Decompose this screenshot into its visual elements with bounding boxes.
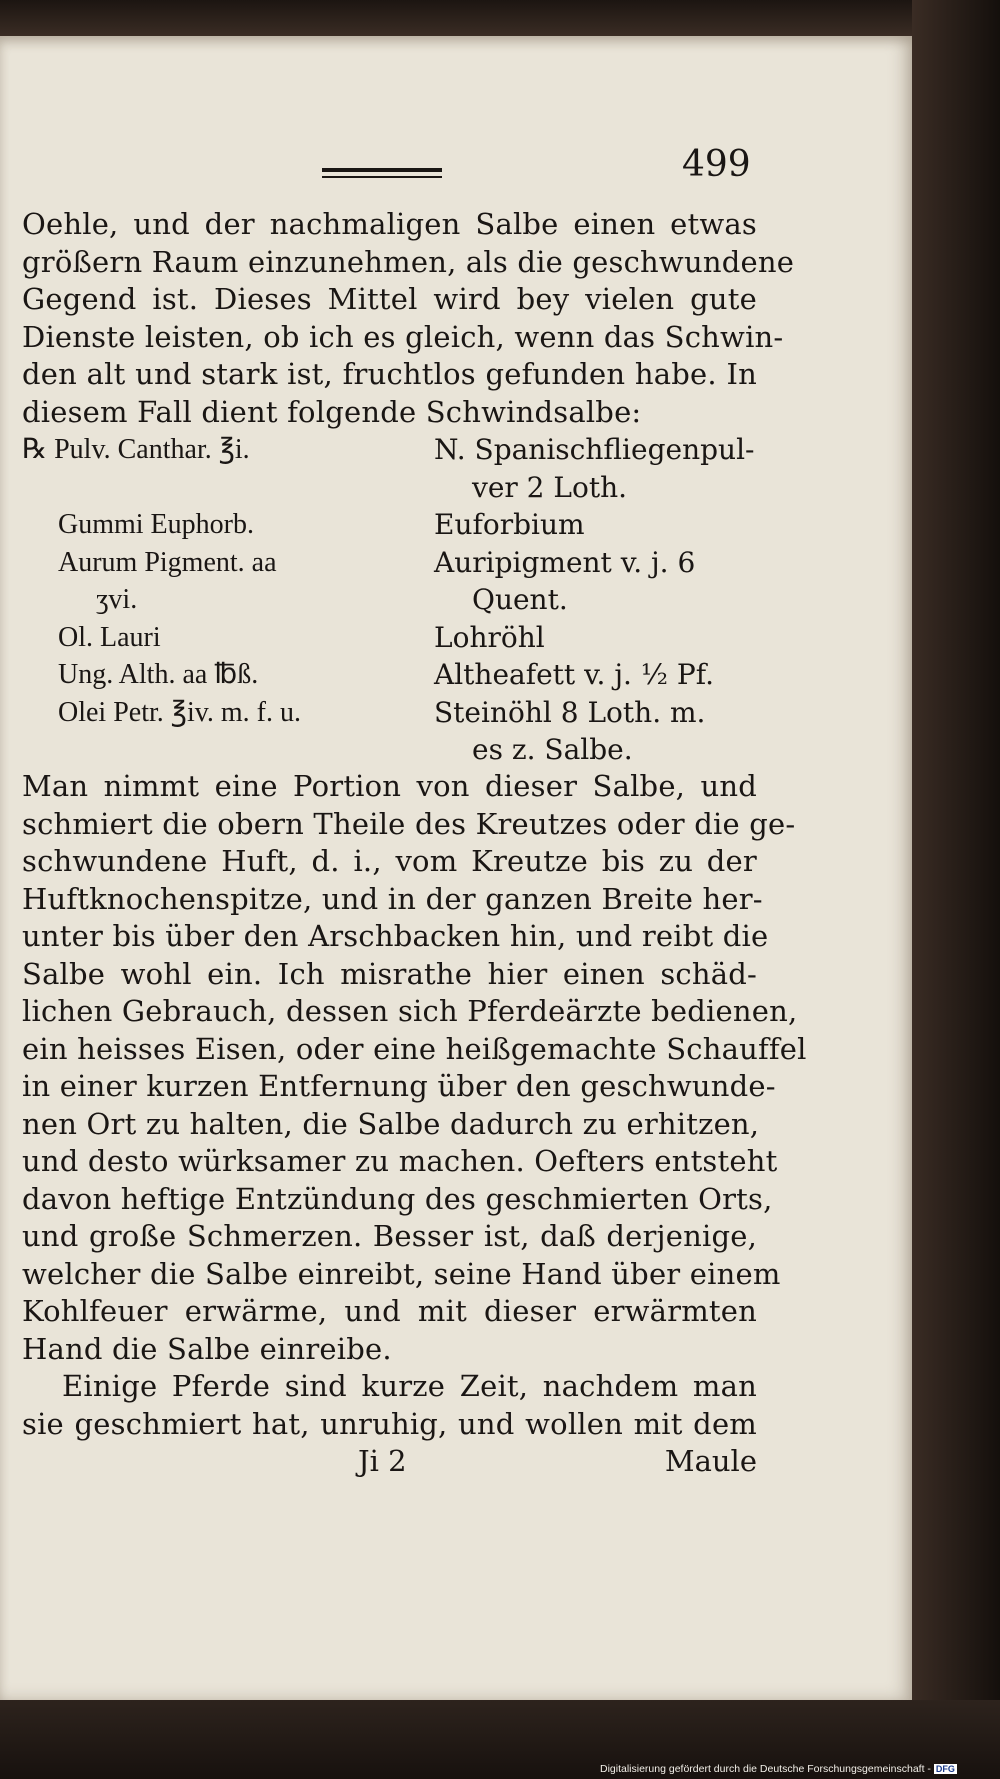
paragraph-3 — [22, 1368, 757, 1443]
dfg-logo: DFG — [935, 1764, 955, 1774]
text-line: nen Ort zu halten, die Salbe dadurch zu erhitzen, — [22, 1106, 760, 1141]
recipe-german-line: Steinöhl 8 Loth. m. — [434, 695, 706, 729]
recipe-german-line: Lohröhl — [434, 620, 545, 654]
text-line: Dienste leisten, ob ich es gleich, wenn das Schwin- — [22, 319, 784, 354]
recipe-german-line: es z. Salbe. — [472, 733, 633, 766]
digitization-credit — [600, 1763, 957, 1775]
recipe-latin-line — [22, 469, 432, 507]
paragraph-1 — [22, 206, 795, 431]
scan-top-edge — [0, 0, 1000, 36]
text-line: Man nimmt eine Portion von dieser Salbe, und — [22, 769, 757, 803]
recipe-latin-line: Ol. Lauri — [58, 621, 161, 653]
text-line: sie geschmiert hat, unruhig, und wollen mit dem — [22, 1406, 757, 1441]
text-line: Oehle, und der nachmaligen Salbe einen etwas — [22, 207, 757, 241]
text-line: Hand die Salbe einreibe. — [22, 1331, 392, 1366]
header-double-rule — [322, 168, 442, 180]
text-line: unter bis über den Arschbacken hin, und reibt die — [22, 919, 769, 953]
recipe-latin-line: ʒvi. — [96, 584, 138, 615]
signature-mark: Ji 2 — [358, 1444, 407, 1478]
text-line: größern Raum einzunehmen, als die geschwundene — [22, 244, 795, 279]
text-line: schmiert die obern Theile des Kreutzes oder die ge- — [22, 806, 796, 841]
paragraph-2 — [22, 768, 807, 1368]
recipe-german-line: ver 2 Loth. — [472, 470, 628, 504]
text-line: ein heisses Eisen, oder eine heißgemachte Schauffel — [22, 1031, 807, 1066]
text-line: Salbe wohl ein. Ich misrathe hier einen schäd- — [22, 956, 757, 991]
text-line: davon heftige Entzündung des geschmierten Orts, — [22, 1181, 773, 1216]
text-line: welcher die Salbe einreibt, seine Hand über einem — [22, 1256, 781, 1291]
text-line: schwundene Huft, d. i., vom Kreutze bis zu der — [22, 844, 757, 878]
recipe-latin-line: ℞ Pulv. Canthar. ℥i. — [22, 434, 250, 465]
recipe-german-line: Euforbium — [434, 508, 585, 541]
text-line: in einer kurzen Entfernung über den geschwunde- — [22, 1069, 776, 1103]
text-line: Einige Pferde sind kurze Zeit, nachdem man — [62, 1369, 757, 1403]
recipe-german-line: Quent. — [472, 583, 568, 616]
recipe-german-line: N. Spanischfliegenpul- — [434, 433, 755, 466]
recipe-german-line: Altheafett v. j. ½ Pf. — [434, 658, 714, 691]
recipe-german-column — [434, 431, 764, 769]
recipe-latin-line: Ung. Alth. aa ℔ß. — [58, 659, 259, 690]
recipe-latin-line: Olei Petr. ℥iv. m. f. u. — [58, 696, 302, 728]
recipe-german-line: Auripigment v. j. 6 — [434, 545, 696, 579]
text-line: und große Schmerzen. Besser ist, daß derjenige, — [22, 1219, 757, 1253]
recipe-latin-line: Gummi Euphorb. — [58, 509, 254, 540]
recipe-latin-column — [22, 431, 432, 731]
text-line: diesem Fall dient folgende Schwindsalbe: — [22, 394, 642, 429]
recipe-latin-line: Aurum Pigment. aa — [58, 546, 277, 578]
catchword: Maule — [664, 1444, 757, 1478]
text-line: Huftknochenspitze, und in der ganzen Breite her- — [22, 881, 763, 916]
text-line: und desto würksamer zu machen. Oefters entsteht — [22, 1144, 778, 1178]
text-line: den alt und stark ist, fruchtlos gefunden habe. In — [22, 357, 757, 391]
credit-text: Digitalisierung gefördert durch die Deutsche Forschungsgemeinschaft - — [600, 1763, 931, 1775]
page-footer-line — [22, 1443, 757, 1481]
text-line: lichen Gebrauch, dessen sich Pferdeärzte bedienen, — [22, 994, 798, 1028]
text-line: Gegend ist. Dieses Mittel wird bey vielen gute — [22, 282, 757, 316]
running-head — [0, 130, 912, 190]
page-text — [22, 206, 807, 1481]
recipe-block — [22, 431, 757, 768]
text-line: Kohlfeuer erwärme, und mit dieser erwärmten — [22, 1294, 757, 1328]
scan-right-edge — [912, 0, 1000, 1779]
page-number: 499 — [682, 144, 751, 185]
